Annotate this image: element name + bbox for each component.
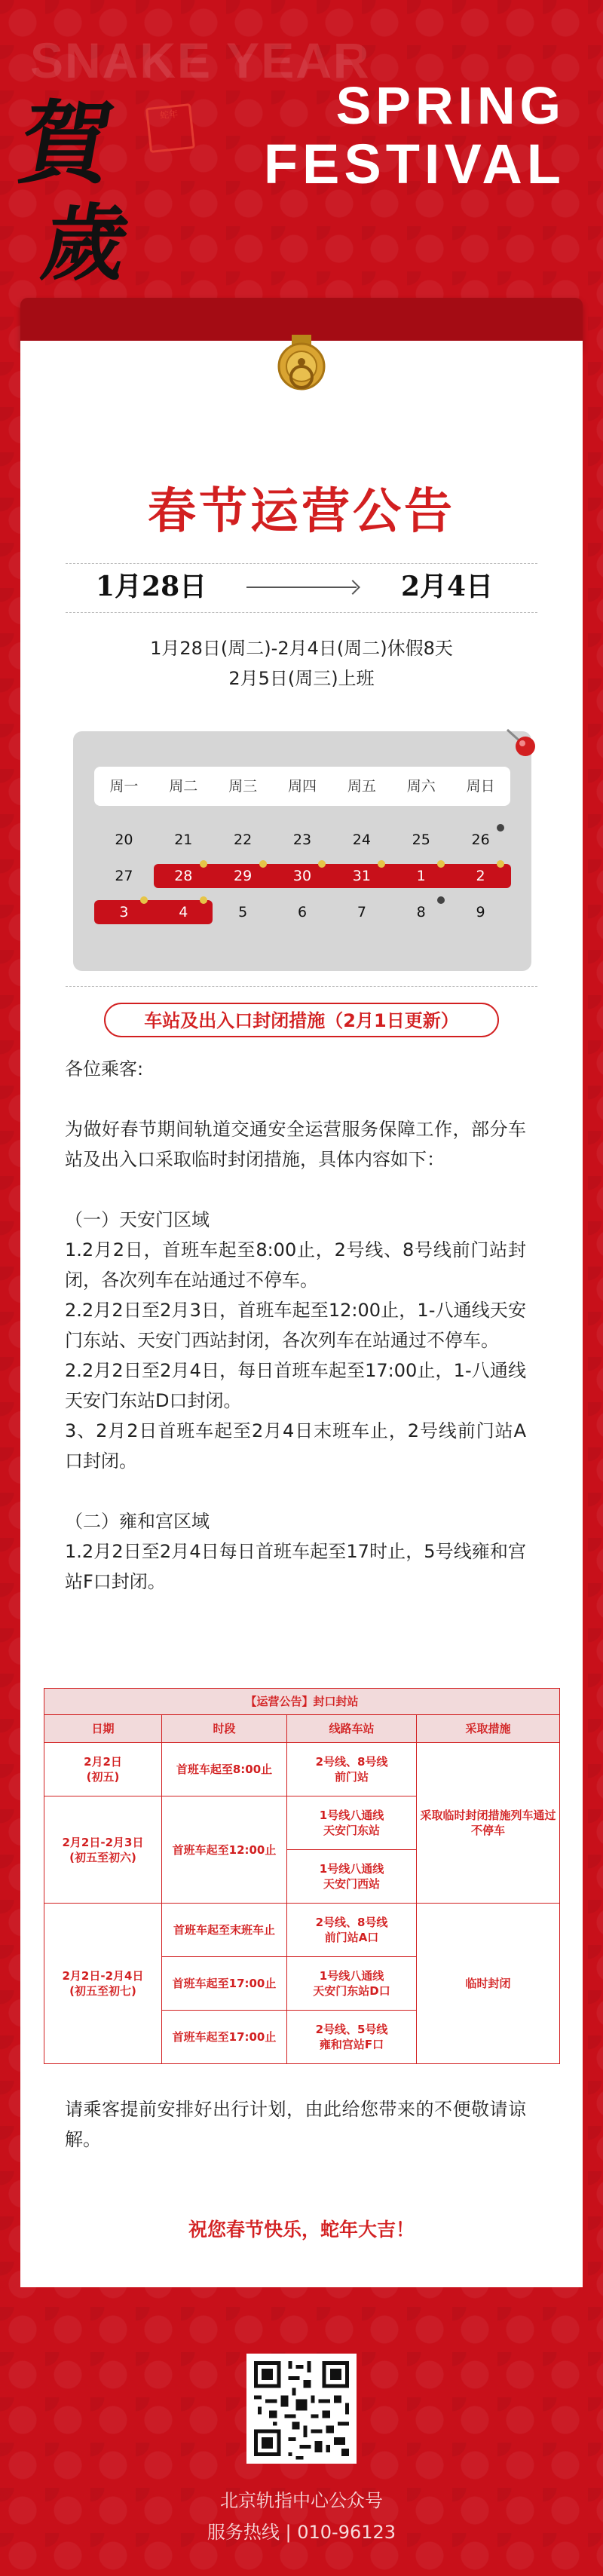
calendar-day: 21 <box>174 832 193 848</box>
notice-title: 春节运营公告 <box>148 484 455 540</box>
table-caption: 【运营公告】封口封站 <box>44 1689 560 1715</box>
closing-paragraph: 请乘客提前安排好出行计划，由此给您带来的不便敬请谅解。 <box>65 2099 526 2150</box>
calendar-day-holiday <box>213 864 273 888</box>
calendar-day-label: 26 <box>471 832 490 848</box>
calendar-day-label: 28 <box>174 868 193 884</box>
title-line-1: SPRING <box>335 76 565 135</box>
holiday-dot-icon <box>318 860 326 868</box>
holiday-dot-icon <box>497 860 504 868</box>
calendar-day: 7 <box>357 904 366 920</box>
start-date: 1月28日 <box>96 571 207 602</box>
divider <box>66 986 537 987</box>
weekday-tue: 周二 <box>169 778 198 795</box>
arrow-right-icon <box>246 587 357 588</box>
weekday-sat: 周六 <box>406 778 436 795</box>
weekday-mon: 周一 <box>109 778 139 795</box>
calendar-day-workday <box>451 828 510 852</box>
calendar-day-holiday <box>273 864 332 888</box>
seal-stamp: 蛇年 <box>145 103 195 153</box>
pushpin-icon <box>497 721 542 766</box>
calendar-day: 22 <box>234 832 253 848</box>
divider <box>66 612 537 613</box>
table-cell-station: 1号线八通线 天安门东站 <box>287 1796 417 1850</box>
festival-wish: 祝您春节快乐，蛇年大吉！ <box>188 2219 415 2241</box>
calligraphy-char-sui: 歲 <box>35 195 136 292</box>
area1-item: 2.2月2日至2月3日，首班车起至12:00止，1-八通线天安门东站、天安门西站封闭，各次列车在站通过不停车。 <box>65 1300 526 1351</box>
calendar-day: 24 <box>352 832 371 848</box>
closure-table <box>44 1688 560 2064</box>
area1-title: （一）天安门区域 <box>65 1209 210 1230</box>
holiday-line-1: 1月28日(周二)-2月4日(周二)休假8天 <box>150 638 453 659</box>
calendar-day: 20 <box>115 832 133 848</box>
notice-body <box>65 1054 526 1597</box>
calendar-day: 23 <box>292 832 312 848</box>
qr-code-icon <box>246 2354 357 2464</box>
poster-header <box>0 0 603 298</box>
area2-item: 1.2月2日至2月4日每日首班车起至17时止，5号线雍和宫站F口封闭。 <box>65 1541 526 1592</box>
workday-dot-icon <box>437 896 445 904</box>
title-line-2: FESTIVAL <box>263 133 565 195</box>
calendar-day-label: 3 <box>119 904 129 920</box>
table-cell-time: 首班车起至17:00止 <box>162 1957 287 2011</box>
calendar-day-holiday <box>154 900 213 924</box>
greeting: 各位乘客: <box>65 1058 144 1080</box>
table-cell-station: 1号线八通线 天安门西站 <box>287 1850 417 1904</box>
calendar-week-row <box>94 864 510 888</box>
calendar-day-label: 4 <box>179 904 188 920</box>
table-cell-station: 2号线、8号线 前门站 <box>287 1743 417 1796</box>
calligraphy-char-he: 賀 <box>11 90 121 197</box>
calendar-day-workday <box>391 900 451 924</box>
holiday-calendar <box>73 731 531 971</box>
table-cell-station: 1号线八通线 天安门东站D口 <box>287 1957 417 2011</box>
holiday-dot-icon <box>200 896 207 904</box>
weekday-sun: 周日 <box>466 778 495 795</box>
table-row <box>44 1743 560 1796</box>
table-cell-station: 2号线、8号线 前门站A口 <box>287 1904 417 1957</box>
arrow-head-icon <box>345 580 360 595</box>
calendar-day: 25 <box>412 832 430 848</box>
footer-account: 北京轨指中心公众号 <box>220 2490 383 2511</box>
table-cell-time: 首班车起至17:00止 <box>162 2011 287 2064</box>
calendar-day-holiday <box>94 900 154 924</box>
table-cell-measure: 采取临时封闭措施列车通过不停车 <box>417 1743 560 1904</box>
weekday-thu: 周四 <box>288 778 317 795</box>
calendar-day-holiday <box>391 864 451 888</box>
holiday-dot-icon <box>140 896 148 904</box>
divider <box>66 563 537 564</box>
table-header: 采取措施 <box>417 1715 560 1743</box>
end-date: 2月4日 <box>401 571 494 602</box>
intro-paragraph: 为做好春节期间轨道交通安全运营服务保障工作，部分车站及出入口采取临时封闭措施，具体内容如下： <box>65 1119 526 1170</box>
weekday-wed: 周三 <box>228 778 258 795</box>
calendar-week-row <box>94 900 510 924</box>
holiday-date-range <box>20 565 583 611</box>
qr-code <box>246 2354 357 2464</box>
table-header: 时段 <box>162 1715 287 1743</box>
area1-item: 2.2月2日至2月4日，每日首班车起至17:00止，1-八通线天安门东站D口封闭。 <box>65 1360 526 1411</box>
calendar-day-label: 8 <box>416 904 426 920</box>
calendar-day-label: 31 <box>352 868 371 884</box>
ghost-title: SNAKE YEAR <box>30 32 371 88</box>
calendar-day-label: 29 <box>234 868 253 884</box>
table-header: 日期 <box>44 1715 162 1743</box>
calendar-day-label: 2 <box>476 868 485 884</box>
table-row <box>44 1904 560 1957</box>
holiday-dot-icon <box>437 860 445 868</box>
area1-item: 3、2月2日首班车起至2月4日末班车止，2号线前门站A口封闭。 <box>65 1420 526 1472</box>
workday-dot-icon <box>497 824 504 832</box>
weekday-fri: 周五 <box>347 778 376 795</box>
calendar-day-holiday <box>332 864 391 888</box>
calendar-day: 6 <box>297 904 308 920</box>
table-cell-time: 首班车起至12:00止 <box>162 1796 287 1904</box>
table-cell-station: 2号线、5号线 雍和宫站F口 <box>287 2011 417 2064</box>
notice-card <box>20 341 583 2287</box>
calendar-weekday-header <box>94 767 510 806</box>
calendar-day-label: 30 <box>292 868 312 884</box>
table-cell-time: 首班车起至末班车止 <box>162 1904 287 1957</box>
calendar-week-row <box>94 828 510 852</box>
holiday-line-2: 2月5日(周三)上班 <box>228 668 375 689</box>
calendar-day-holiday <box>154 864 213 888</box>
footer-hotline: 服务热线 | 010-96123 <box>207 2522 396 2543</box>
calendar-day: 5 <box>238 904 248 920</box>
calendar-day: 27 <box>115 868 133 884</box>
calendar-day: 9 <box>476 904 485 920</box>
table-header: 线路车站 <box>287 1715 417 1743</box>
table-cell-time: 首班车起至8:00止 <box>162 1743 287 1796</box>
door-knocker-icon <box>275 335 328 403</box>
table-cell-date: 2月2日 (初五) <box>44 1743 162 1796</box>
area1-item: 1.2月2日，首班车起至8:00止，2号线、8号线前门站封闭，各次列车在站通过不停车。 <box>65 1239 526 1291</box>
section-pill-closures: 车站及出入口封闭措施（2月1日更新） <box>104 1003 499 1037</box>
table-cell-measure: 临时封闭 <box>417 1904 560 2064</box>
holiday-dot-icon <box>259 860 267 868</box>
holiday-dot-icon <box>378 860 385 868</box>
calligraphy-logo <box>11 72 151 292</box>
table-cell-date: 2月2日-2月4日 (初五至初七) <box>44 1904 162 2064</box>
calendar-day-label: 1 <box>416 868 426 884</box>
area2-title: （二）雍和宫区域 <box>65 1511 210 1532</box>
holiday-dot-icon <box>200 860 207 868</box>
calendar-day-holiday <box>451 864 510 888</box>
table-cell-date: 2月2日-2月3日 (初五至初六) <box>44 1796 162 1904</box>
